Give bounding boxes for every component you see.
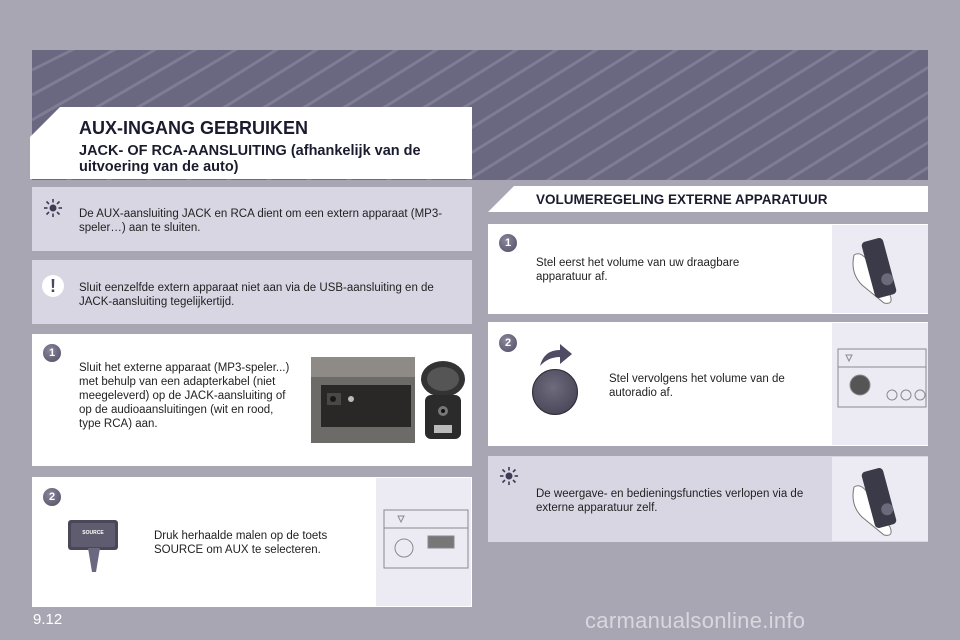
step-2-text: Druk herhaalde malen op de toets SOURCE om AUX te selecteren.: [154, 530, 328, 556]
right-step-1-text: Stel eerst het volume van uw draagbare apparatuur af.: [536, 257, 740, 283]
radio-illustration-right: [832, 323, 928, 445]
page-title: AUX-INGANG GEBRUIKEN: [79, 118, 309, 138]
rotate-arrow-icon: [538, 344, 572, 368]
right-info-text: De weergave- en bedieningsfuncties verlopen via de externe apparatuur zelf.: [536, 488, 804, 514]
page-number: 9.12: [33, 611, 63, 628]
right-step-2-badge: 2: [498, 333, 518, 353]
step-2-badge: 2: [42, 487, 62, 507]
source-button-illustration: [68, 520, 120, 572]
watermark: carmanualsonline.info: [585, 608, 806, 633]
exclamation-icon: !: [42, 275, 64, 297]
sun-icon: [500, 467, 518, 485]
sun-icon: [44, 199, 62, 217]
mp3-player-illustration: [832, 225, 928, 313]
section-title: VOLUMEREGELING EXTERNE APPARATUUR: [536, 192, 828, 207]
page-subtitle: JACK- OF RCA-AANSLUITING (afhankelijk van de uitvoering van de auto): [79, 143, 421, 175]
step-1-badge: 1: [42, 343, 62, 363]
volume-knob-icon: [532, 369, 578, 415]
mp3-player-illustration-2: [832, 457, 928, 541]
rca-socket-photo: [418, 357, 468, 443]
step-1-text: Sluit het externe apparaat (MP3-speler...) met behulp van een adapterkabel (niet meegeleverd) op de JACK-aansluiting of op de audioaansluitingen (wit en rood, type RCA) aan.: [79, 362, 290, 430]
jack-socket-photo: [311, 357, 415, 443]
right-step-2-text: Stel vervolgens het volume van de autoradio af.: [609, 373, 785, 399]
radio-illustration-left: [376, 478, 471, 606]
source-button-label: SOURCE: [82, 530, 104, 536]
info-text: De AUX-aansluiting JACK en RCA dient om een extern apparaat (MP3-speler…) aan te sluiten.: [79, 208, 443, 234]
warning-text: Sluit eenzelfde extern apparaat niet aan via de USB-aansluiting en de JACK-aansluiting tegelijkertijd.: [79, 282, 434, 308]
right-step-1-badge: 1: [498, 233, 518, 253]
